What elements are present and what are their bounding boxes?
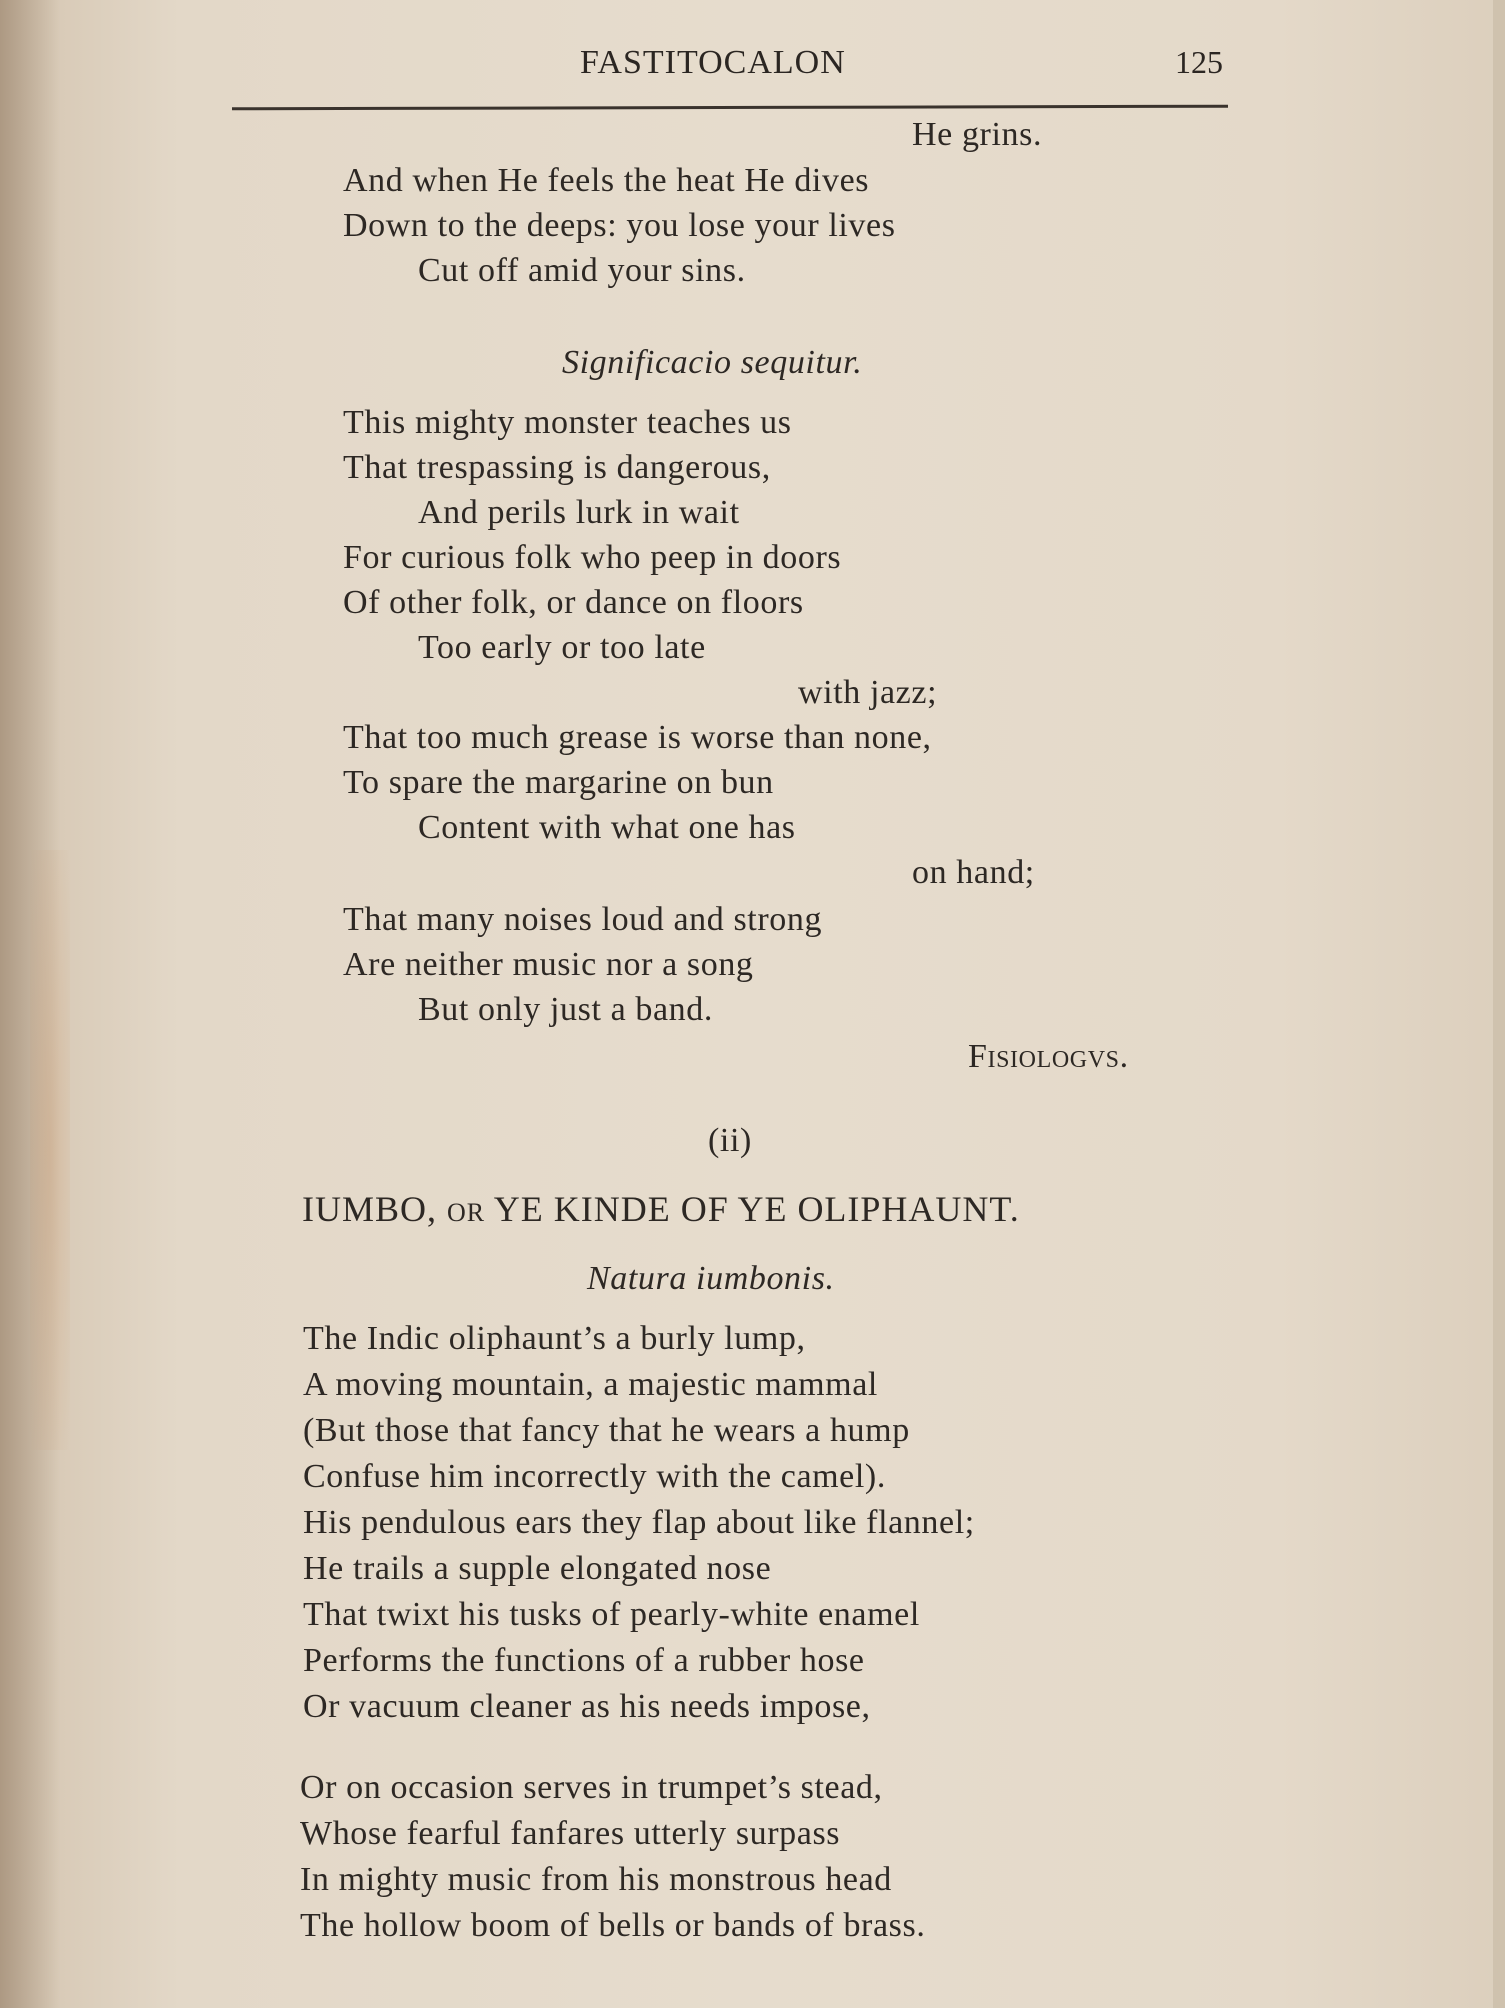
verse-line: This mighty monster teaches us xyxy=(343,404,792,441)
verse-line: That many noises loud and strong xyxy=(343,901,823,938)
verse-line: Or vacuum cleaner as his needs impose, xyxy=(303,1688,871,1725)
section-numeral: (ii) xyxy=(708,1122,752,1159)
verse-line: That too much grease is worse than none, xyxy=(343,719,932,756)
poem-title-part: IUMBO, xyxy=(302,1189,448,1229)
verse-line: To spare the margarine on bun xyxy=(343,764,774,801)
poem-title-or: OR xyxy=(447,1198,486,1227)
verse-line: In mighty music from his monstrous head xyxy=(300,1861,892,1898)
verse-line: The Indic oliphaunt’s a burly lump, xyxy=(303,1320,806,1357)
verse-line: But only just a band. xyxy=(418,991,713,1028)
verse-line: Too early or too late xyxy=(418,629,706,666)
verse-line: Of other folk, or dance on floors xyxy=(343,584,804,621)
section-subheading: Natura iumbonis. xyxy=(587,1260,835,1297)
page-stain xyxy=(30,850,70,1450)
verse-line: And when He feels the heat He dives xyxy=(343,162,870,199)
verse-line: The hollow boom of bells or bands of brass. xyxy=(300,1907,926,1944)
verse-line: Confuse him incorrectly with the camel). xyxy=(303,1458,886,1495)
verse-line: For curious folk who peep in doors xyxy=(343,539,842,576)
verse-line: He grins. xyxy=(912,116,1043,153)
header-rule xyxy=(232,105,1228,111)
verse-line: Cut off amid your sins. xyxy=(418,252,746,289)
verse-line: And perils lurk in wait xyxy=(418,494,740,531)
verse-line: He trails a supple elongated nose xyxy=(303,1550,772,1587)
verse-line: (But those that fancy that he wears a hump xyxy=(303,1412,910,1449)
verse-line: Whose fearful fanfares utterly surpass xyxy=(300,1815,841,1852)
verse-line: Performs the functions of a rubber hose xyxy=(303,1642,865,1679)
signature: Fisiologvs. xyxy=(968,1038,1129,1075)
verse-line: That twixt his tusks of pearly-white enamel xyxy=(303,1596,920,1633)
verse-line: Content with what one has xyxy=(418,809,796,846)
verse-line: His pendulous ears they flap about like flannel; xyxy=(303,1504,975,1541)
verse-line: with jazz; xyxy=(798,674,938,711)
verse-line: Down to the deeps: you lose your lives xyxy=(343,207,896,244)
verse-line: on hand; xyxy=(912,854,1035,891)
poem-title xyxy=(302,1188,1020,1230)
verse-line: Or on occasion serves in trumpet’s stead, xyxy=(300,1769,883,1806)
page-edge xyxy=(1493,0,1505,2008)
running-head xyxy=(230,38,1230,88)
poem-title-part: YE KINDE OF YE OLIPHAUNT. xyxy=(485,1189,1020,1229)
verse-line: That trespassing is dangerous, xyxy=(343,449,771,486)
running-head-title: FASTITOCALON xyxy=(580,44,846,81)
verse-line: A moving mountain, a majestic mammal xyxy=(303,1366,878,1403)
page-number: 125 xyxy=(1175,44,1223,80)
section-heading: Significacio sequitur. xyxy=(562,344,863,381)
verse-line: Are neither music nor a song xyxy=(343,946,754,983)
